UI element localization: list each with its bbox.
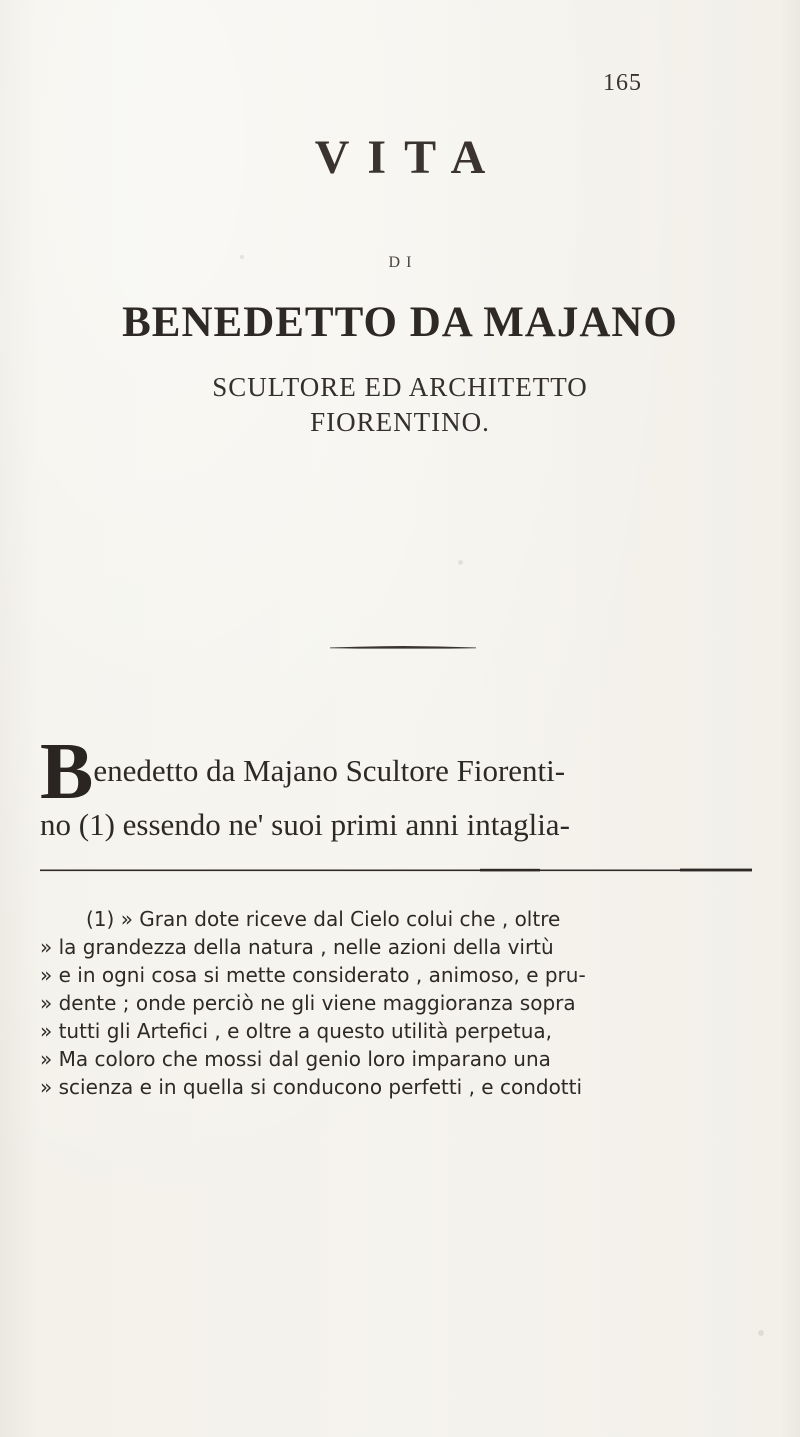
footnote-line: » dente ; onde perciò ne gli viene maggioranza sopra (40, 991, 576, 1015)
paper-speck (458, 560, 463, 565)
body-line-1 (40, 728, 752, 816)
drop-cap: B (40, 728, 94, 816)
paper-speck (758, 1330, 764, 1336)
body-line-2 (40, 802, 752, 847)
footnote-line: (1) » Gran dote riceve dal Cielo colui che , oltre (86, 907, 561, 931)
footnote (40, 905, 752, 1101)
ornament-rule (330, 645, 476, 649)
footnote-line: » tutti gli Artefici , e oltre a questo utilità perpetua, (40, 1019, 553, 1043)
title-role-line-2: FIORENTINO. (310, 407, 490, 437)
footnote-line: » e in ogni cosa si mette considerato , animoso, e pru- (40, 963, 586, 987)
title-role (0, 370, 800, 440)
paper-speck (240, 255, 244, 259)
footnote-line: » scienza e in quella si conducono perfetti , e condotti (40, 1075, 583, 1099)
footnote-line: » la grandezza della natura , nelle azioni della virtù (40, 935, 554, 959)
body-line-1-rest: enedetto da Majano Scultore Fiorenti- (93, 753, 566, 788)
title-artist-name: BENEDETTO DA MAJANO (122, 299, 678, 346)
body-text (40, 728, 752, 847)
title-role-line-1: SCULTORE ED ARCHITETTO (212, 372, 588, 402)
footnote-separator-rule (40, 868, 752, 872)
title-di: DI (388, 254, 418, 271)
page-number: 165 (603, 70, 642, 96)
body-line-2-text: no (1) essendo ne' suoi primi anni intaglia- (40, 807, 570, 842)
footnote-line: » Ma coloro che mossi dal genio loro imparano una (40, 1047, 551, 1071)
body-line-1-text (40, 728, 566, 816)
title-vita: VITA (314, 131, 504, 184)
